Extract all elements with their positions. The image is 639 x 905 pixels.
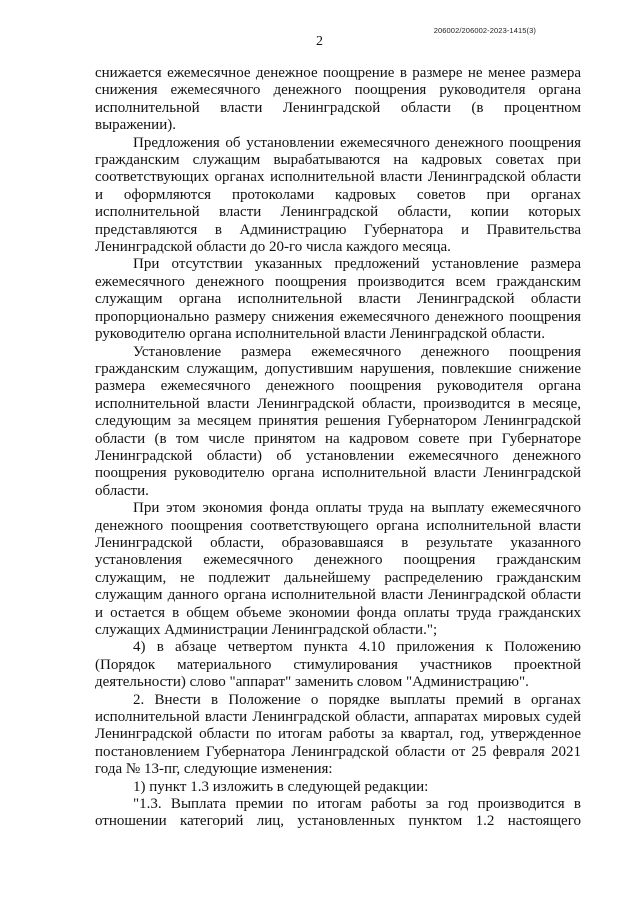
paragraph-subitem-1: 1) пункт 1.3 изложить в следующей редакции: <box>133 778 429 795</box>
paragraph-continuation: снижается ежемесячное денежное поощрение в размере не менее размера снижения ежемесячного денежного поощрения руководителя органа исполнительной власти Ленинградской области (в процентном выражении). <box>95 65 581 134</box>
paragraph-proposals: Предложения об установлении ежемесячного денежного поощрения гражданским служащим вырабатываются на кадровых советах при соответствующих органах исполнительной власти Ленинградской области и оформляются протоколами кадровых советов при органах исполнительной власти Ленинградской области, копии которых представляются в Администрацию Губернатора и Правительства Ленинградской области до 20-го числа каждого месяца. <box>95 134 581 256</box>
document-body <box>95 65 581 831</box>
paragraph-item-4: 4) в абзаце четвертом пункта 4.10 приложения к Положению (Порядок материального стимулирования участников проектной деятельности) слово "аппарат" заменить словом "Администрацию". <box>95 639 581 691</box>
page-number: 2 <box>316 34 323 49</box>
paragraph-establishment: Установление размера ежемесячного денежного поощрения гражданским служащим, допустившим нарушения, повлекшие снижение размера ежемесячного денежного поощрения руководителя органа исполнительной власти Ленинградской области, производится в месяце, следующим за месяцем принятия решения Губернатором Ленинградской области (в том числе принятом на кадровом совете при Губернаторе Ленинградской области) об установлении ежемесячного денежного поощрения руководителю органа исполнительной власти Ленинградской области. <box>95 343 581 499</box>
paragraph-economy: При этом экономия фонда оплаты труда на выплату ежемесячного денежного поощрения соответствующего органа исполнительной власти Ленинградской области, образовавшаяся в результате указанного установления ежемесячного денежного поощрения гражданским служащим, не подлежит дальнейшему распределению гражданским служащим данного органа исполнительной власти Ленинградской области и остается в общем объеме экономии фонда оплаты труда гражданских служащих Администрации Ленинградской области."; <box>95 500 581 638</box>
paragraph-clause-1-3: "1.3. Выплата премии по итогам работы за год производится в отношении категорий лиц, установленных пунктом 1.2 настоящего <box>95 796 581 830</box>
paragraph-item-2: 2. Внести в Положение о порядке выплаты премий в органах исполнительной власти Ленинградской области, аппаратах мировых судей Ленинградской области по итогам работы за квартал, год, утвержденное постановлением Губернатора Ленинградской области от 25 февраля 2021 года № 13-пг, следующие изменения: <box>95 691 581 778</box>
document-code: 206002/206002-2023-1415(3) <box>433 26 536 35</box>
paragraph-absence-of-proposals: При отсутствии указанных предложений установление размера ежемесячного денежного поощрения производится всем гражданским служащим органа исполнительной власти Ленинградской области пропорционально размеру снижения ежемесячного денежного поощрения руководителю органа исполнительной власти Ленинградской области. <box>95 256 581 343</box>
